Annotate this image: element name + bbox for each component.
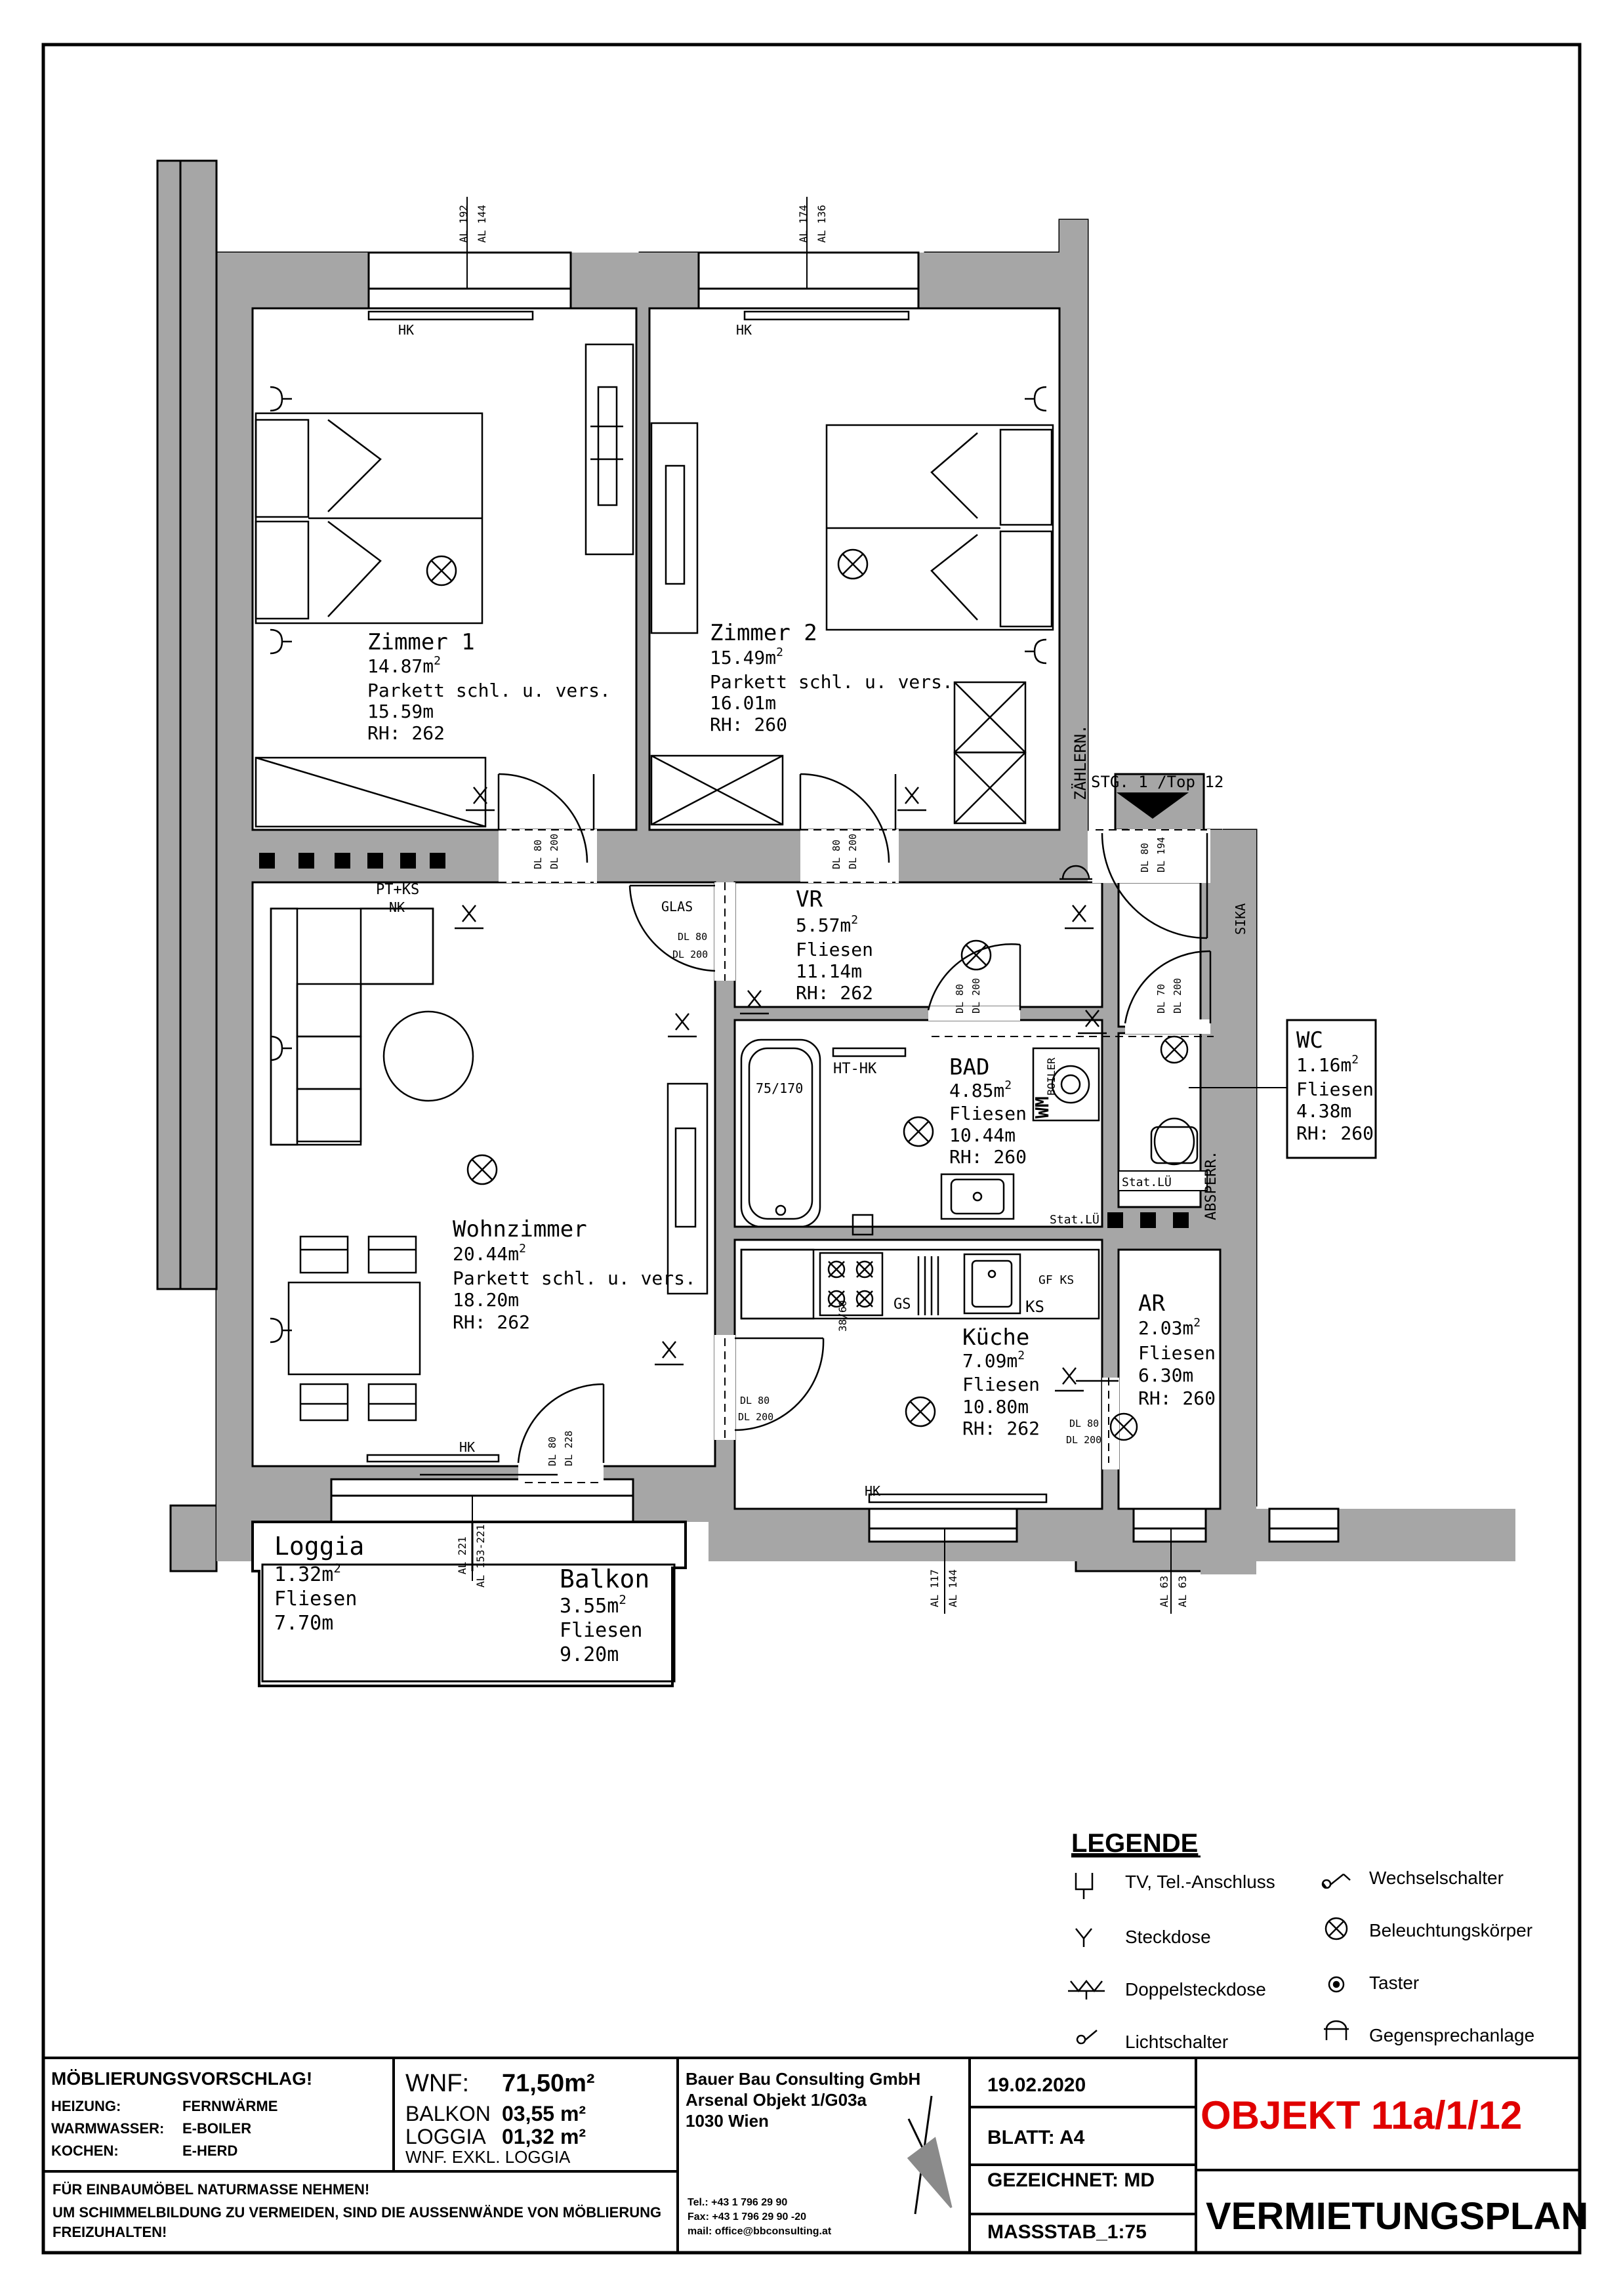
legend-item-button: Taster	[1369, 1973, 1420, 1993]
zimmer1-height: RH: 262	[367, 722, 445, 744]
door-dl80-3: DL 80	[1139, 842, 1151, 872]
kueche-perimeter: 10.80m	[962, 1396, 1029, 1418]
window5-a: AL 63	[1158, 1575, 1170, 1607]
kueche-area: $7.09m^2$	[962, 1349, 1025, 1372]
company-fax: Fax: +43 1 796 29 90 -20	[688, 2211, 807, 2223]
door-dl200-2: DL 200	[847, 833, 859, 869]
legend-item-intercom: Gegensprechanlage	[1369, 2025, 1535, 2045]
legend-title: LEGENDE	[1071, 1829, 1199, 1858]
stat-lue-label-2: Stat.LÜ	[1050, 1213, 1099, 1227]
legend-item-socket: Steckdose	[1125, 1927, 1211, 1947]
warmwasser-label: WARMWASSER:	[51, 2120, 165, 2137]
pt-ks-label: PT+KS	[376, 882, 420, 898]
zimmer2-height: RH: 260	[710, 714, 788, 735]
wnf-value: 71,50m²	[502, 2070, 595, 2097]
legend-item-double-socket: Doppelsteckdose	[1125, 1979, 1266, 1999]
wohnzimmer-height: RH: 262	[453, 1311, 531, 1333]
heizung-label: HEIZUNG:	[51, 2098, 121, 2114]
loggia-name: Loggia	[274, 1532, 365, 1561]
ar-area: $2.03m^2$	[1138, 1316, 1201, 1339]
stg-label: STG. 1 /Top 12	[1091, 773, 1224, 791]
hk-label-2: HK	[736, 322, 752, 338]
ht-hk-label: HT-HK	[833, 1061, 877, 1077]
plan-type: VERMIETUNGSPLAN	[1206, 2195, 1589, 2238]
window2-b: AL 136	[815, 205, 828, 243]
door-dl200-5: DL 200	[970, 977, 982, 1014]
balkon-area: $3.55m^2$	[560, 1593, 627, 1618]
door-dl200-4: DL 200	[672, 949, 709, 960]
loggia-summary-label: LOGGIA	[405, 2125, 486, 2148]
window3-a: AL 221	[456, 1536, 468, 1574]
door-dl80-5: DL 80	[954, 983, 966, 1014]
door-dl200-8: DL 200	[1066, 1434, 1102, 1446]
scale: MASSSTAB_1:75	[987, 2221, 1147, 2243]
door-dl200-1: DL 200	[548, 833, 560, 869]
loggia-perimeter: 7.70m	[274, 1612, 334, 1635]
hk-label-1: HK	[398, 322, 415, 338]
kueche-name: Küche	[962, 1324, 1030, 1351]
loggia-floor: Fliesen	[274, 1588, 358, 1610]
wc-name: WC	[1296, 1027, 1323, 1054]
window1-b: AL 144	[476, 205, 488, 243]
vr-height: RH: 262	[796, 982, 874, 1004]
note-3: FREIZUHALTEN!	[52, 2224, 167, 2240]
vr-name: VR	[796, 886, 823, 912]
loggia-summary-value: 01,32 m²	[502, 2125, 586, 2148]
hk-label-3: HK	[459, 1439, 476, 1455]
gs-label: GS	[894, 1296, 911, 1313]
legend-item-two-way-switch: Wechselschalter	[1369, 1868, 1504, 1888]
moeblierung-label: MÖBLIERUNGSVORSCHLAG!	[51, 2068, 313, 2089]
warmwasser-value: E-BOILER	[182, 2120, 252, 2137]
bad-height: RH: 260	[949, 1146, 1027, 1168]
wohnzimmer-floor: Parkett schl. u. vers.	[453, 1267, 696, 1289]
heizung-value: FERNWÄRME	[182, 2098, 278, 2114]
ar-name: AR	[1138, 1290, 1165, 1317]
vr-floor: Fliesen	[796, 939, 874, 960]
nk-label: NK	[389, 899, 405, 915]
kueche-height: RH: 262	[962, 1418, 1040, 1439]
wohnzimmer-area: $20.44m^2$	[453, 1242, 526, 1265]
ks-label: KS	[1025, 1298, 1044, 1316]
door-dl200-6: DL 200	[1172, 977, 1183, 1014]
company-tel: Tel.: +43 1 796 29 90	[688, 2197, 788, 2208]
zaehlern-label: ZÄHLERN.	[1071, 724, 1090, 800]
door-dl80-1: DL 80	[532, 839, 544, 869]
ar-floor: Fliesen	[1138, 1342, 1216, 1364]
window3-b: AL 153-221	[474, 1524, 487, 1588]
wohnzimmer-name: Wohnzimmer	[453, 1216, 587, 1242]
object-number: OBJEKT 11a/1/12	[1201, 2093, 1523, 2137]
wc-area: $1.16m^2$	[1296, 1053, 1359, 1076]
gf-ks-label: GF KS	[1038, 1273, 1075, 1287]
legend-item-tv: TV, Tel.-Anschluss	[1125, 1872, 1275, 1892]
company-name: Bauer Bau Consulting GmbH	[686, 2069, 921, 2089]
wnf-note: WNF. EXKL. LOGGIA	[405, 2147, 571, 2167]
window4-a: AL 117	[928, 1569, 941, 1607]
balkon-name: Balkon	[560, 1565, 650, 1593]
bad-name: BAD	[949, 1054, 990, 1080]
ar-height: RH: 260	[1138, 1387, 1216, 1409]
zimmer2-floor: Parkett schl. u. vers.	[710, 671, 953, 693]
balkon-summary-value: 03,55 m²	[502, 2102, 586, 2125]
sika-label: SIKA	[1233, 903, 1248, 935]
loggia-area: $1.32m^2$	[274, 1561, 341, 1586]
company-city: 1030 Wien	[686, 2111, 769, 2131]
zimmer1-perimeter: 15.59m	[367, 701, 434, 722]
drawn-by: GEZEICHNET: MD	[987, 2169, 1155, 2191]
boiler-label: BOILER	[1045, 1057, 1058, 1096]
zimmer2-area: $15.49m^2$	[710, 646, 783, 668]
door-dl194: DL 194	[1155, 836, 1167, 872]
window5-b: AL 63	[1176, 1575, 1189, 1607]
door-dl80-2: DL 80	[831, 839, 842, 869]
company-mail: mail: office@bbconsulting.at	[688, 2226, 832, 2237]
bad-floor: Fliesen	[949, 1103, 1027, 1124]
legend-item-light: Beleuchtungskörper	[1369, 1920, 1533, 1940]
balkon-summary-label: BALKON	[405, 2102, 491, 2125]
door-dl80-7: DL 80	[740, 1395, 770, 1406]
wc-height: RH: 260	[1296, 1122, 1374, 1144]
window2-a: AL 174	[797, 205, 810, 243]
wc-floor: Fliesen	[1296, 1078, 1374, 1100]
wohnzimmer-perimeter: 18.20m	[453, 1289, 520, 1311]
bad-area: $4.85m^2$	[949, 1078, 1012, 1101]
stat-lue-label-1: Stat.LÜ	[1122, 1176, 1172, 1189]
wm-label: WM	[1031, 1096, 1053, 1118]
bathtub-label: 75/170	[756, 1080, 804, 1096]
zimmer1-name: Zimmer 1	[367, 629, 475, 655]
window4-b: AL 144	[947, 1569, 959, 1607]
note-2: UM SCHIMMELBILDUNG ZU VERMEIDEN, SIND DIE AUSSENWÄNDE VON MÖBLIERUNG	[52, 2204, 662, 2221]
vr-area: $5.57m^2$	[796, 913, 859, 936]
zimmer2-perimeter: 16.01m	[710, 692, 777, 714]
door-dl200-7: DL 200	[738, 1411, 774, 1423]
ar-perimeter: 6.30m	[1138, 1364, 1194, 1386]
balkon-floor: Fliesen	[560, 1619, 643, 1642]
vr-perimeter: 11.14m	[796, 960, 863, 982]
company-project: Arsenal Objekt 1/G03a	[686, 2090, 867, 2110]
kochen-value: E-HERD	[182, 2142, 238, 2159]
wnf-label: WNF:	[405, 2070, 470, 2097]
note-1: FÜR EINBAUMÖBEL NATURMASSE NEHMEN!	[52, 2181, 370, 2198]
wc-perimeter: 4.38m	[1296, 1100, 1352, 1122]
hk-label-4: HK	[865, 1483, 881, 1499]
cooktop-label: 38/60	[836, 1300, 849, 1332]
zimmer1-floor: Parkett schl. u. vers.	[367, 680, 611, 701]
legend-item-light-switch: Lichtschalter	[1125, 2032, 1229, 2052]
plan-date: 19.02.2020	[987, 2074, 1086, 2096]
kueche-floor: Fliesen	[962, 1374, 1040, 1395]
sheet-size: BLATT: A4	[987, 2127, 1085, 2148]
kochen-label: KOCHEN:	[51, 2142, 119, 2159]
zimmer2-name: Zimmer 2	[710, 620, 817, 646]
outer-wall-left	[157, 161, 216, 1289]
glas-label: GLAS	[661, 899, 693, 914]
door-dl80-4: DL 80	[678, 931, 708, 943]
door-dl70: DL 70	[1155, 983, 1167, 1014]
door-dl228: DL 228	[563, 1430, 575, 1466]
door-dl80-9: DL 80	[546, 1436, 558, 1466]
window1-a: AL 192	[457, 205, 470, 243]
zimmer1-area: $14.87m^2$	[367, 654, 441, 677]
bad-perimeter: 10.44m	[949, 1124, 1016, 1146]
balkon-perimeter: 9.20m	[560, 1643, 619, 1666]
door-dl80-8: DL 80	[1069, 1418, 1099, 1429]
absperr-label: ABSPERR.	[1203, 1151, 1220, 1220]
